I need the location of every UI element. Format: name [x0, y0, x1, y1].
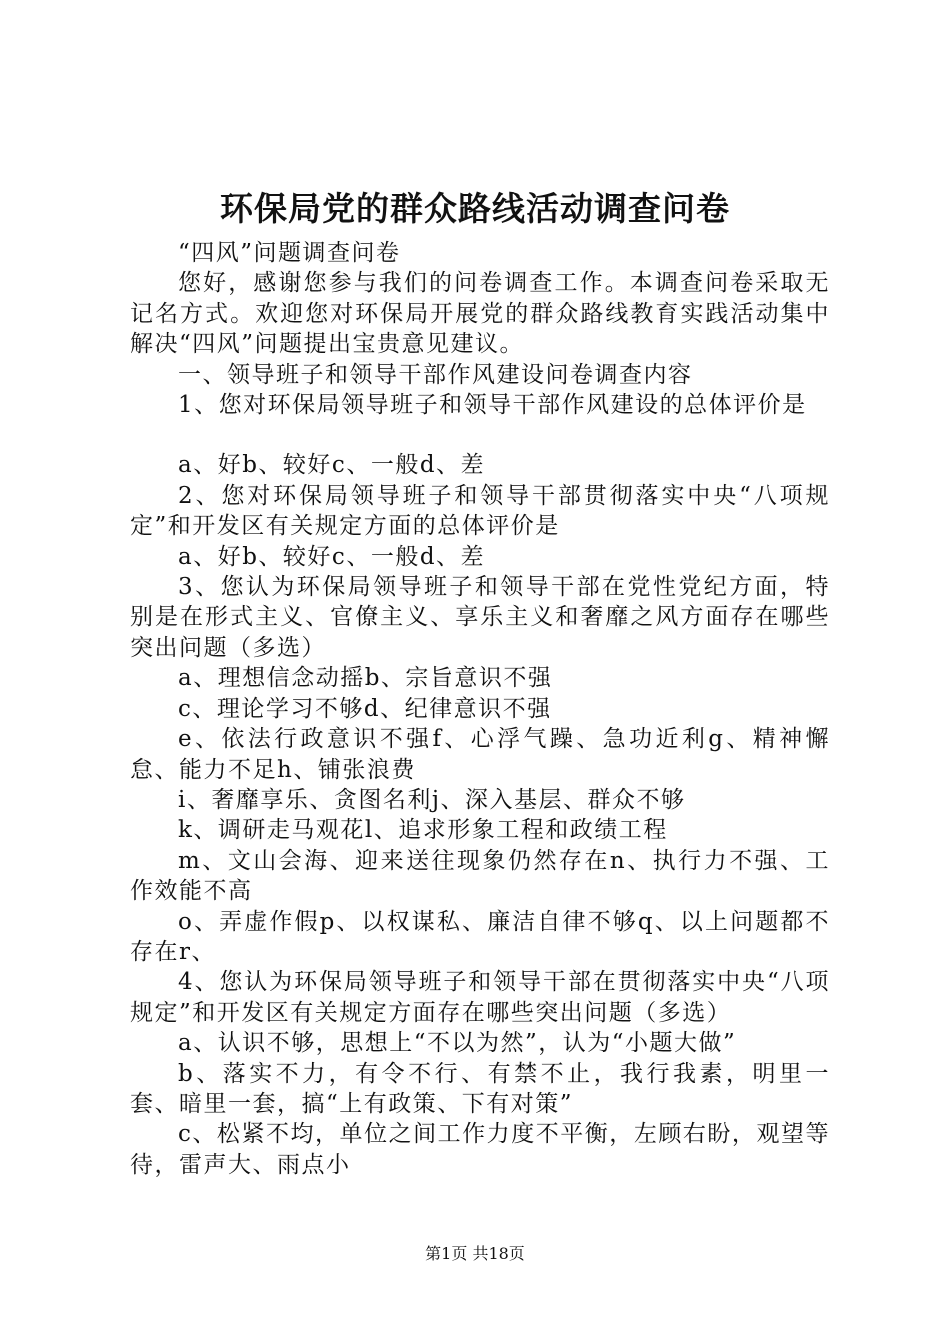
- paragraph-options-3kl: k、调研走马观花l、追求形象工程和政绩工程: [178, 817, 668, 844]
- paragraph-options-3ij: i、奢靡享乐、贪图名利j、深入基层、群众不够: [178, 786, 686, 813]
- paragraph-options-1: a、好b、较好c、一般d、差: [178, 452, 486, 479]
- paragraph-option-4a: a、认识不够，思想上“不以为然”，认为“小题大做”: [178, 1030, 737, 1057]
- paragraph-question-2: 2、您对环保局领导班子和领导干部贯彻落实中央“八项规定”和开发区有关规定方面的总体评价是: [130, 482, 830, 540]
- paragraph-option-4b: b、落实不力，有令不行、有禁不止，我行我素，明里一套、暗里一套，搞“上有政策、下有对策”: [130, 1060, 830, 1117]
- paragraph-subtitle: “四风”问题调查问卷: [178, 240, 401, 266]
- paragraph-question-4: 4、您认为环保局领导班子和领导干部在贯彻落实中央“八项规定”和开发区有关规定方面存在哪些突出问题（多选）: [130, 969, 830, 1026]
- document-body: [130, 238, 830, 1180]
- paragraph-options-3mn: m、文山会海、迎来送往现象仍然存在n、执行力不强、工作效能不高: [130, 847, 830, 905]
- paragraph-option-4c: c、松紧不均，单位之间工作力度不平衡，左顾右盼，观望等待，雷声大、雨点小: [130, 1121, 830, 1178]
- page-footer: 第1页 共18页: [425, 1244, 525, 1263]
- paragraph-options-3ab: a、理想信念动摇b、宗旨意识不强: [178, 665, 553, 692]
- paragraph-intro: 您好，感谢您参与我们的问卷调查工作。本调查问卷采取无记名方式。欢迎您对环保局开展党的群众路线教育实践活动集中解决“四风”问题提出宝贵意见建议。: [130, 270, 830, 358]
- document-title: 环保局党的群众路线活动调查问卷: [220, 189, 730, 228]
- paragraph-options-3efgh: e、依法行政意识不强f、心浮气躁、急功近利g、精神懈怠、能力不足h、铺张浪费: [130, 726, 830, 783]
- paragraph-options-3opqr: o、弄虚作假p、以权谋私、廉洁自律不够q、以上问题都不存在r、: [130, 908, 830, 965]
- paragraph-question-1: 1、您对环保局领导班子和领导干部作风建设的总体评价是: [178, 392, 807, 419]
- paragraph-options-3cd: c、理论学习不够d、纪律意识不强: [178, 695, 552, 722]
- paragraph-options-2: a、好b、较好c、一般d、差: [178, 543, 486, 570]
- paragraph-question-3: 3、您认为环保局领导班子和领导干部在党性党纪方面，特别是在形式主义、官僚主义、享乐主义和奢靡之风方面存在哪些突出问题（多选）: [130, 574, 830, 661]
- paragraph-section-heading: 一、领导班子和领导干部作风建设问卷调查内容: [178, 361, 693, 388]
